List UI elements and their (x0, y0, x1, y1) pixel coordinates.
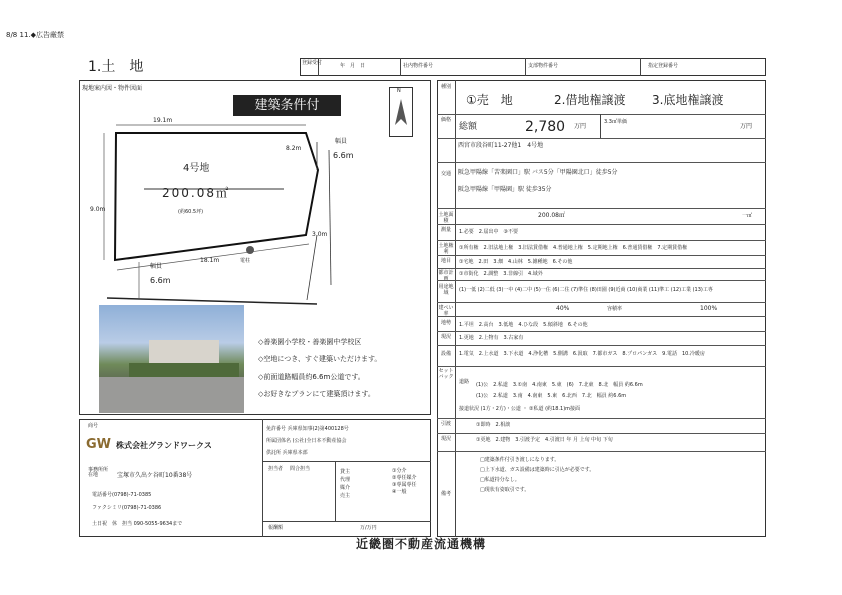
office-label: 事務所所在地 (88, 467, 109, 478)
price-total-label: 総額 (459, 122, 478, 132)
survey-options: 1.必要 2.届出中 ③不要 (459, 229, 519, 235)
remarks-label: 備考 (440, 491, 451, 497)
road-right-width: 6.6m (333, 151, 354, 160)
map-label: 現地案内図・物件図面 (82, 85, 143, 92)
manager-label: 担当者 (268, 466, 284, 472)
location: 西宮市段谷町11-27他1 4号地 (458, 142, 544, 149)
lot-area-tsubo: (約60.5坪) (178, 209, 204, 215)
pole-label: 電柱 (240, 258, 251, 264)
date-fields: 年 月 日 (340, 63, 366, 69)
remark-4: □現状有姿取引です。 (480, 487, 530, 493)
far-value: 100% (700, 305, 718, 312)
chimoku-label: 地目 (440, 258, 451, 264)
company-address: 宝塚市久出ケ谷町10番38号 (117, 472, 193, 479)
coverage-label: 建ぺい率 (438, 305, 454, 317)
condition-banner-text: 建築条件付 (254, 98, 320, 113)
youto-options: (1)一低 (2)二低 (3)一中 (4)二中 (5)一住 (6)二住 (7)準住 (8)田園 (9)近商 (10)商業 (11)準工 (12)工業 (13)工専 (459, 287, 713, 293)
trade-label: 商号 (88, 423, 99, 429)
private-road-area: 一㎡ (742, 213, 753, 219)
dim-top: 19.1m (153, 117, 173, 124)
fee-value: 万/万円 (360, 525, 377, 531)
road-label: 道路 (458, 379, 469, 385)
kind-land-right: 3.底地権譲渡 (652, 93, 724, 107)
remark-3: □私道持分なし。 (480, 477, 520, 483)
road-line-2: (1)公 2.私道 3.南 4.南東 5.東 6.北西 7.北 幅員 約6.6m (476, 393, 627, 399)
survey-label: 測量 (440, 227, 451, 233)
assoc-name: 所属団体名 (公社)全日本不動産協会 (266, 438, 347, 444)
notes-label: 現況 (440, 436, 451, 442)
dim-left: 9.0m (90, 206, 106, 213)
land-area-label: 土地面積 (438, 212, 454, 224)
terrain-options: 1.平坦 2.高台 3.低地 4.ひな段 5.傾斜地 6.その他 (459, 322, 588, 328)
traffic-label: 交通 (440, 171, 451, 177)
company-no-label: 社内物件番号 (403, 63, 434, 69)
company-fax: ファクシミリ(0798)-71-0386 (92, 505, 162, 511)
kind-label: 種別 (440, 84, 451, 90)
page-title: 1.土 地 (88, 59, 144, 75)
deposit-office: 供託所 兵庫県本部 (266, 450, 308, 456)
terrain-label: 地勢 (440, 320, 451, 326)
footer-org: 近畿圏不動産流通機構 (356, 537, 487, 551)
road-right-label: 幅員 (335, 138, 348, 145)
trade-types: 貸主 代理 媒介 売主 (340, 469, 351, 499)
company-holiday: 土日祝 休 担当 090-5055-9634まで (92, 521, 183, 527)
dim-right-top: 8.2m (286, 145, 302, 152)
coverage-value: 40% (556, 305, 570, 312)
reg-no-label: 指定登録番号 (648, 63, 679, 69)
dim-bottom: 18.1m (200, 257, 220, 264)
kind-leasehold: 2.借地権譲渡 (554, 93, 626, 107)
lot-plan (79, 80, 431, 330)
tsubo-label: 3.3㎡単価 (604, 119, 627, 125)
tenure-label: 引渡 (440, 421, 451, 427)
company-tel: 電話番号(0798)-71-0385 (92, 492, 152, 498)
feature-1: ◇善楽園小学校・善楽園中学校区 (258, 338, 362, 346)
traffic-line-1: 阪急甲陽線「苦楽園口」駅 バス5分「甲陽園北口」徒歩5分 (458, 169, 618, 176)
facility-options: 1.電気 2.上水道 3.下水道 4.浄化槽 5.側溝 6.汲取 7.都市ガス 8.プロパンガス 9.電話 10.冷暖房 (459, 351, 705, 357)
kind-sell: ①売 地 (466, 93, 513, 107)
youto-label: 用途地域 (438, 284, 454, 296)
right-type-label: 土地権利 (438, 243, 454, 255)
contact-frontage: 接道状況 (1方・2方)・公道 ・ ②私道 (約18.1)m接面 (459, 406, 581, 412)
feature-2: ◇空地につき、すぐ建築いただけます。 (258, 355, 382, 363)
tsubo-unit: 万円 (740, 123, 753, 130)
toshi-label: 都市計画 (438, 270, 454, 282)
traffic-line-2: 阪急甲陽線「甲陽園」駅 徒歩35分 (458, 186, 552, 193)
road-line-1: (1)公 2.私道 3.①南 4.南東 5.東 (6) 7.北東 8.北 幅員 約6.6m (476, 382, 643, 388)
north-label: N (397, 88, 401, 94)
remark-2: □上下水道、ガス設備は建築時に引込が必要です。 (480, 467, 595, 473)
lot-name: 4号地 (183, 163, 210, 174)
far-label: 容積率 (607, 306, 623, 312)
fee-label: 報酬額 (268, 525, 284, 531)
license-no: 免許番号 兵庫県知事(2)第400128号 (266, 426, 349, 432)
current-label: 現況 (440, 334, 451, 340)
remark-1: □建築条件付引き渡しになります。 (480, 457, 560, 463)
feature-3: ◇前面道路幅員約6.6m公道です。 (258, 373, 365, 381)
dim-right: 3.0m (312, 231, 328, 238)
lot-area: 200.08㎡ (162, 186, 230, 200)
company-name: 株式会社グランドワークス (116, 441, 212, 450)
price-label: 価格 (440, 117, 451, 123)
price-value: 2,780 (525, 119, 566, 135)
dept-no-label: 支部物件番号 (528, 63, 559, 69)
feature-4: ◇お好きなプランにて建築頂けます。 (258, 390, 375, 398)
land-area-value: 200.08㎡ (538, 212, 565, 219)
utility-pole-marker (246, 246, 254, 254)
site-photo (99, 305, 244, 413)
chimoku-options: ①宅地 2.田 3.畑 4.山林 5.雑種地 6.その他 (459, 259, 573, 265)
header-code: 8/8 11.◆広告厳禁 (6, 31, 65, 39)
setback-label: セットバック (438, 368, 454, 380)
toshi-options: ①市街化 2.調整 3.非線引 4.域外 (459, 271, 543, 277)
company-logo: GW (86, 437, 112, 452)
current-options: 1.更地 2.上物有 3.古家有 (459, 335, 524, 341)
price-unit: 万円 (574, 123, 587, 130)
notes-options: ①更地 2.建物 3.引渡予定 4.引渡日 年 月 上旬 中旬 下旬 (476, 437, 613, 443)
tenure-options: ①即時 2.相談 (476, 422, 511, 428)
road-bottom-width: 6.6m (150, 276, 171, 285)
trade-options: ①分介 ②専任媒介 ③専属専任 ④一般 (392, 468, 417, 495)
facility-label: 設備 (440, 351, 451, 357)
road-bottom-label: 幅員 (150, 263, 163, 270)
reg-date-label: 登録受付 (302, 60, 323, 66)
contact-label: 問合担当 (290, 466, 311, 472)
right-type-options: ①所有権 2.旧法地上権 3.旧法賃借権 4.普通地上権 5.定期地上権 6.普通賃借権 7.定期賃借権 (459, 245, 688, 251)
